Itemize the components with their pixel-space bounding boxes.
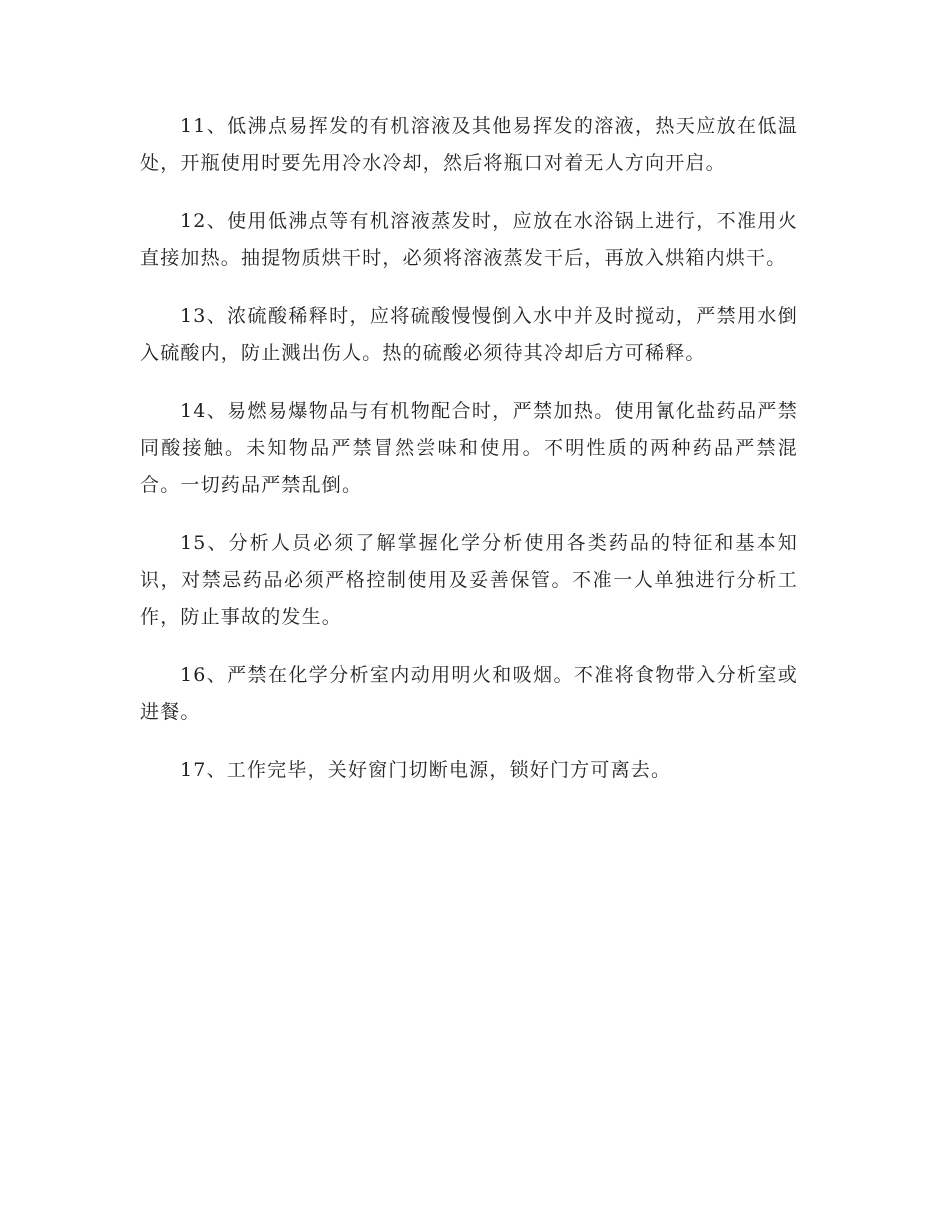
paragraph-rule-12: 12、使用低沸点等有机溶液蒸发时，应放在水浴锅上进行，不准用火直接加热。抽提物质烘干时，必须将溶液蒸发干后，再放入烘箱内烘干。: [140, 210, 798, 269]
paragraph-rule-17: 17、工作完毕，关好窗门切断电源，锁好门方可离去。: [180, 759, 672, 781]
paragraph-rule-16: 16、严禁在化学分析室内动用明火和吸烟。不准将食物带入分析室或进餐。: [140, 664, 798, 723]
paragraph-rule-15: 15、分析人员必须了解掌握化学分析使用各类药品的特征和基本知识，对禁忌药品必须严格控制使用及妥善保管。不准一人单独进行分析工作，防止事故的发生。: [140, 532, 798, 628]
paragraph-rule-14: 14、易燃易爆物品与有机物配合时，严禁加热。使用氰化盐药品严禁同酸接触。未知物品严禁冒然尝味和使用。不明性质的两种药品严禁混合。一切药品严禁乱倒。: [140, 400, 798, 496]
paragraph-rule-13: 13、浓硫酸稀释时，应将硫酸慢慢倒入水中并及时搅动，严禁用水倒入硫酸内，防止溅出伤人。热的硫酸必须待其冷却后方可稀释。: [140, 305, 798, 364]
document-body: [140, 108, 798, 810]
paragraph-rule-11: 11、低沸点易挥发的有机溶液及其他易挥发的溶液，热天应放在低温处，开瓶使用时要先用冷水冷却，然后将瓶口对着无人方向开启。: [140, 115, 798, 174]
